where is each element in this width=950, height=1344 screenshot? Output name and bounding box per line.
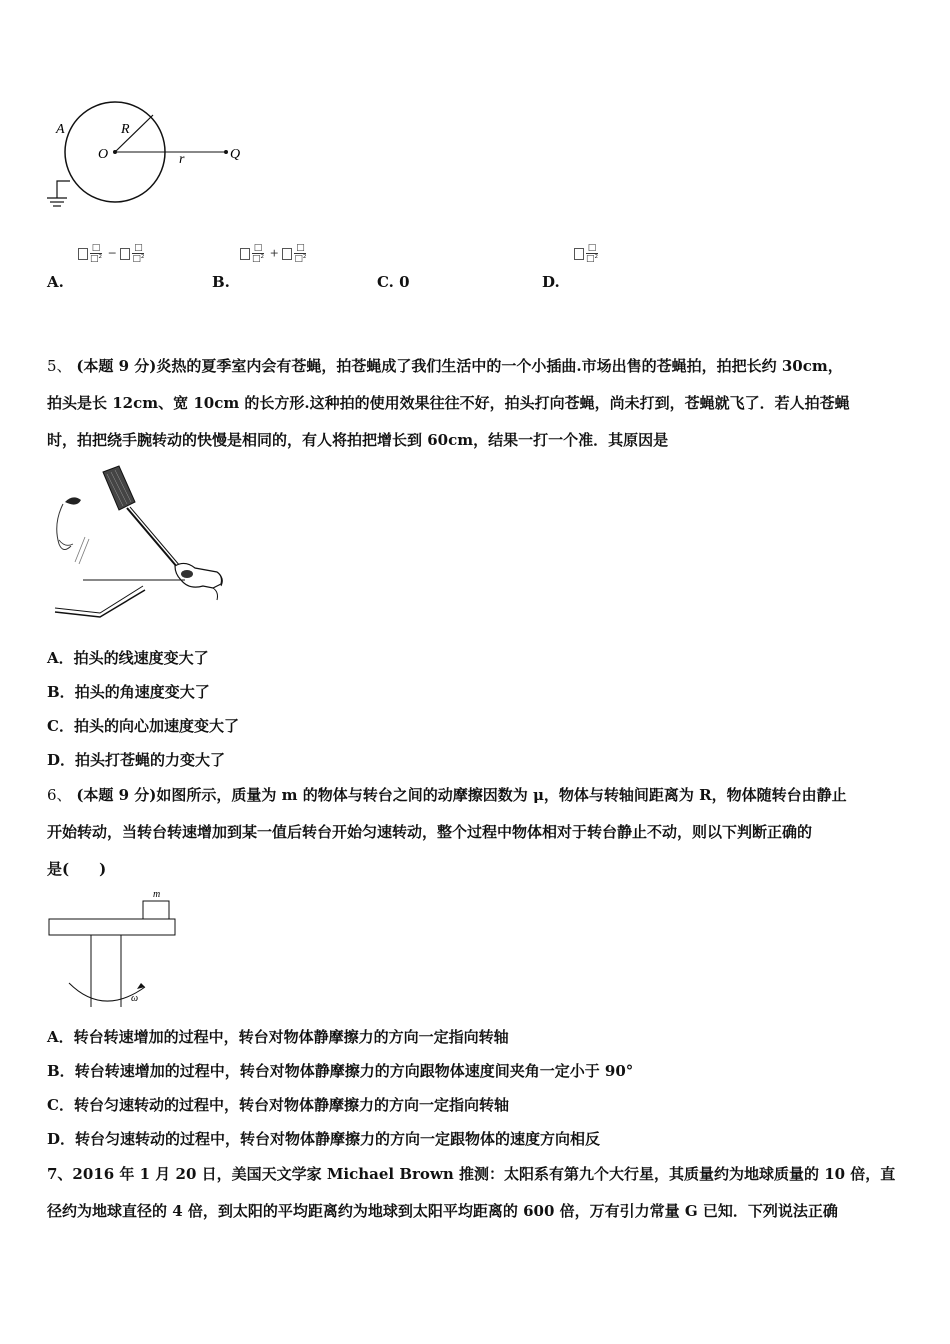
charge-dot: [224, 150, 228, 154]
fly-icon: [65, 497, 81, 504]
q4-option-a-formula: $\frac{□}{\text{□²}}$ − $\frac{□}{\text{□²}}$: [78, 243, 146, 264]
label-a: A: [56, 122, 65, 137]
q6-option-b[interactable]: B．转台转速增加的过程中，转台对物体静摩擦力的方向跟物体速度间夹角一定小于 90°: [47, 1062, 634, 1080]
swatter-handle: [127, 508, 183, 574]
q6-option-a[interactable]: A．转台转速增加的过程中，转台对物体静摩擦力的方向一定指向转轴: [47, 1028, 509, 1046]
q6-option-d[interactable]: D．转台匀速转动的过程中，转台对物体静摩擦力的方向一定跟物体的速度方向相反: [47, 1130, 601, 1148]
q5-option-d[interactable]: D．拍头打苍蝇的力变大了: [47, 751, 226, 769]
q5-flyswatter-figure: [45, 462, 235, 622]
q5-option-b[interactable]: B．拍头的角速度变大了: [47, 683, 210, 701]
label-r-small: r: [179, 152, 185, 167]
ground-wire: [57, 181, 70, 198]
q7-line-2: 径约为地球直径的 4 倍，到太阳的平均距离约为地球到太阳平均距离的 600 倍，万有引力常量 G 已知．下列说法正确: [47, 1202, 838, 1220]
q4-option-c[interactable]: C. 0: [377, 273, 410, 291]
q6-line-2: 开始转动，当转台转速增加到某一值后转台开始匀速转动，整个过程中物体相对于转台静止不动，则以下判断正确的: [47, 823, 813, 841]
q4-sphere-figure: [40, 95, 260, 215]
q4-option-d[interactable]: D.: [542, 273, 560, 291]
label-omega: ω: [131, 993, 139, 1004]
label-o: O: [98, 147, 109, 162]
q5-option-a[interactable]: A．拍头的线速度变大了: [47, 649, 209, 667]
q5-line-1: 5、 (本题 9 分)炎热的夏季室内会有苍蝇，拍苍蝇成了我们生活中的一个小插曲.市场出售的苍蝇拍，拍把长约 30cm，: [47, 357, 843, 375]
q6-number: 6、: [47, 786, 72, 804]
q5-line-2: 拍头是长 12cm、宽 10cm 的长方形.这种拍的使用效果往往不好，拍头打向苍蝇，尚未打到，苍蝇就飞了．若人拍苍蝇: [47, 394, 850, 412]
label-m: m: [153, 889, 161, 900]
label-r-big: R: [121, 122, 130, 137]
q6-turntable-figure: [45, 885, 185, 1010]
q4-option-d-formula: $\frac{□}{\text{□²}}$: [574, 243, 600, 264]
q6-line-3: 是( ): [47, 860, 107, 878]
q6-line-1: 6、 (本题 9 分)如图所示，质量为 m 的物体与转台之间的动摩擦因数为 μ，物体与转轴间距离为 R，物体随转台由静止: [47, 786, 847, 804]
q6-option-c[interactable]: C．转台匀速转动的过程中，转台对物体静摩擦力的方向一定指向转轴: [47, 1096, 509, 1114]
q5-number: 5、: [47, 357, 72, 375]
q7-line-1: 7、2016 年 1 月 20 日，美国天文学家 Michael Brown 推测：太阳系有第九个大行星，其质量约为地球质量的 10 倍，直: [47, 1165, 896, 1183]
block-m: [143, 901, 169, 919]
q5-line-3: 时，拍把绕手腕转动的快慢是相同的，有人将拍把增长到 60cm，结果一打一个准．其原因是: [47, 431, 669, 449]
q4-option-b-formula: $\frac{□}{\text{□²}}$ + $\frac{□}{\text{□²}}$: [240, 243, 308, 264]
center-dot: [113, 150, 117, 154]
turntable-plate: [49, 919, 175, 935]
q4-option-b[interactable]: B.: [212, 273, 230, 291]
label-q: Q: [230, 147, 241, 162]
q5-option-c[interactable]: C．拍头的向心加速度变大了: [47, 717, 239, 735]
q4-option-a[interactable]: A.: [47, 273, 64, 291]
